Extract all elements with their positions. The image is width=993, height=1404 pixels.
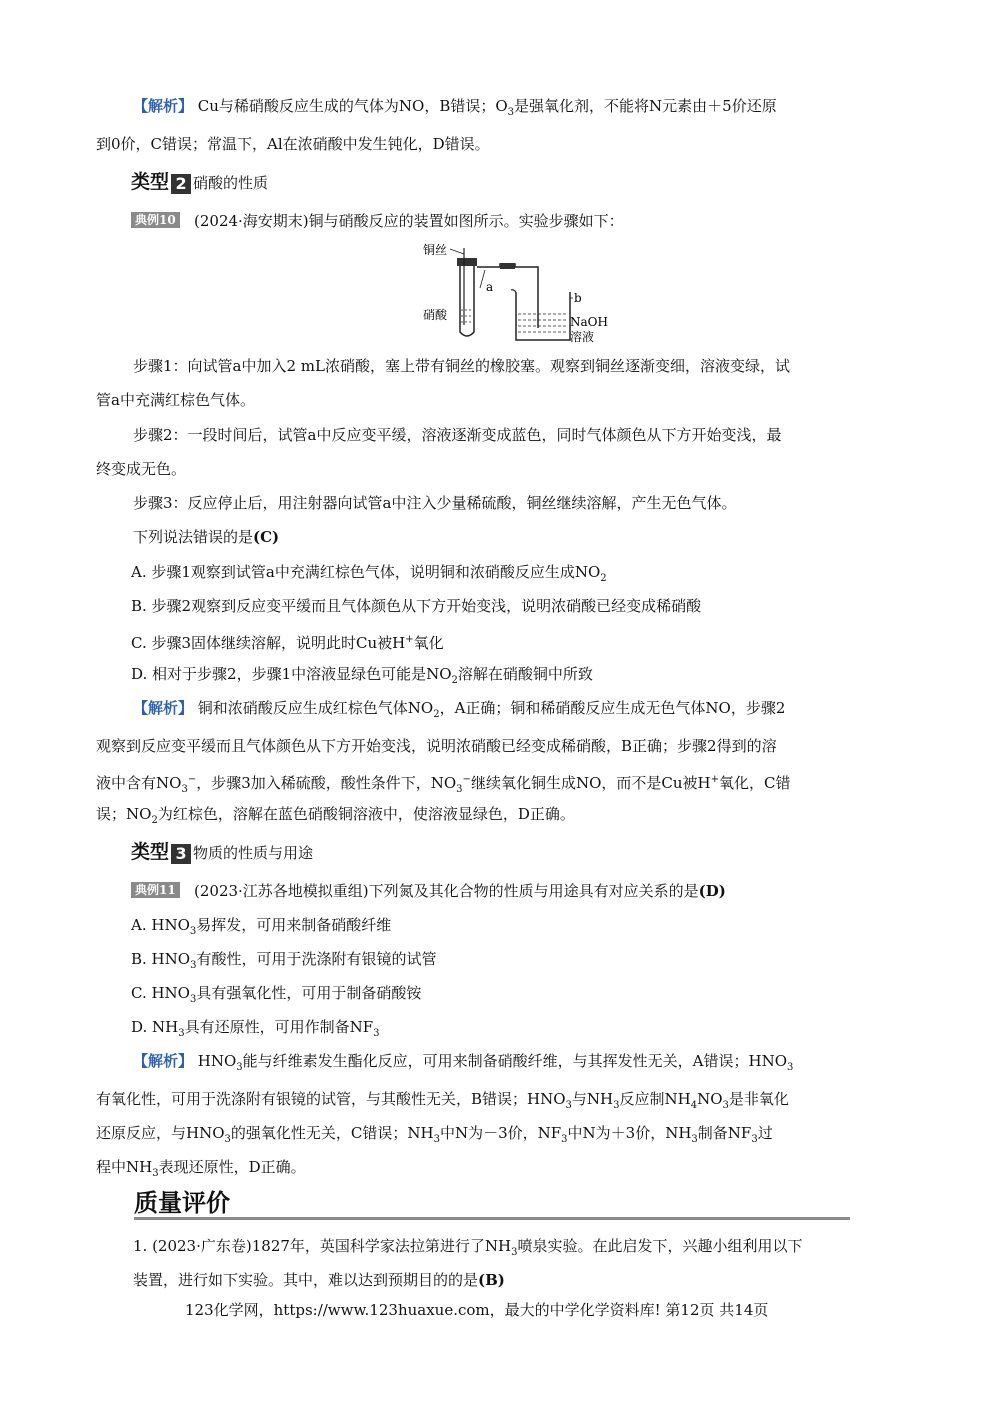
- example-11-stem: 典例11 (2023·江苏各地模拟重组)下列氮及其化合物的性质与用途具有对应关系的是(D): [131, 881, 726, 901]
- option-c: C. 步骤3固体继续溶解，说明此时Cu被H+氧化: [131, 634, 444, 652]
- example-10-stem: 典例10 (2024·海安期末)铜与硝酸反应的装置如图所示。实验步骤如下：: [131, 211, 624, 231]
- apparatus-diagram: [420, 240, 620, 345]
- label-solution: 溶液: [570, 330, 595, 344]
- question-10: 下列说法错误的是(C): [133, 528, 280, 546]
- section-rule: [134, 1217, 850, 1220]
- label-copper-wire: 铜丝: [423, 243, 448, 257]
- analysis-3-line-3: 还原反应，与$HNO_3$的强氧化性无关，C错误；$NH_3$中N为－3价，$NF_3$中N为＋3价，$NH_3$制备$NF_3$过: [96, 1124, 773, 1145]
- ex11-option-c: C. $HNO_3$具有强氧化性，可用于制备硝酸铵: [131, 984, 422, 1005]
- analysis-3-line-4: 程中$NH_3$表现还原性，D正确。: [96, 1158, 306, 1179]
- ex11-option-b: B. $HNO_3$有酸性，可用于洗涤附有银镜的试管: [131, 950, 437, 971]
- answer: (D): [698, 882, 726, 900]
- analysis-3-line-1: 【解析】 $HNO_3$能与纤维素发生酯化反应，可用来制备硝酸纤维，与其挥发性无关，A错误；$HNO_3$: [133, 1052, 794, 1073]
- page-footer: 123化学网，https://www.123huaxue.com，最大的中学化学资料库! 第12页 共14页: [185, 1301, 769, 1319]
- step-2-line-2: 终变成无色。: [96, 460, 187, 478]
- type-3-heading: 类型 3 物质的性质与用途: [131, 841, 314, 863]
- q1-line-1: 1. (2023·广东卷)1827年，英国科学家法拉第进行了$NH_3$喷泉实验。在此启发下，兴趣小组利用以下: [133, 1237, 803, 1258]
- label-beaker-b: b: [574, 291, 582, 305]
- step-3: 步骤3：反应停止后，用注射器向试管a中注入少量稀硫酸，铜丝继续溶解，产生无色气体。: [133, 494, 737, 512]
- analysis-2-line-3: 液中含有$NO_3^-$，步骤3加入稀硫酸，酸性条件下，$NO_3^-$继续氧化铜生成NO，而不是Cu被H+氧化，C错: [96, 774, 791, 795]
- analysis-label: 【解析】: [133, 97, 194, 115]
- label-nitric-acid: 硝酸: [423, 308, 448, 322]
- analysis-2-line-1: 【解析】 铜和浓硝酸反应生成红棕色气体$NO_2$，A正确；铜和稀硝酸反应生成无色气体NO，步骤2: [133, 699, 786, 720]
- analysis-1-line-2: 到0价，C错误；常温下，Al在浓硝酸中发生钝化，D错误。: [96, 135, 490, 153]
- analysis-2-line-2: 观察到反应变平缓而且气体颜色从下方开始变浅，说明浓硝酸已经变成稀硝酸，B正确；步骤2得到的溶: [96, 737, 777, 755]
- label-naoh: NaOH: [570, 315, 608, 329]
- q1-line-2: 装置，进行如下实验。其中，难以达到预期目的的是(B): [133, 1271, 505, 1289]
- label-tube-a: a: [486, 280, 494, 294]
- option-a: A. 步骤1观察到试管a中充满红棕色气体，说明铜和浓硝酸反应生成$NO_2$: [131, 563, 607, 584]
- example-badge: 典例11: [131, 882, 180, 898]
- ex11-option-a: A. $HNO_3$易挥发，可用来制备硝酸纤维: [131, 916, 392, 937]
- quality-heading: 质量评价: [134, 1189, 230, 1217]
- analysis-3-line-2: 有氧化性，可用于洗涤附有银镜的试管，与其酸性无关，B错误；$HNO_3$与$NH_3$反应制$NH_4NO_3$是非氧化: [96, 1090, 789, 1111]
- type-2-heading: 类型 2 硝酸的性质: [131, 171, 269, 193]
- option-b: B. 步骤2观察到反应变平缓而且气体颜色从下方开始变浅，说明浓硝酸已经变成稀硝酸: [131, 597, 702, 615]
- analysis-2-line-4: 误；$NO_2$为红棕色，溶解在蓝色硝酸铜溶液中，使溶液显绿色，D正确。: [96, 805, 575, 826]
- answer: (B): [478, 1271, 505, 1289]
- ex11-option-d: D. $NH_3$具有还原性，可用作制备$NF_3$: [131, 1018, 380, 1039]
- step-1-line-1: 步骤1：向试管a中加入2 mL浓硝酸，塞上带有铜丝的橡胶塞。观察到铜丝逐渐变细，溶液变绿，试: [133, 357, 790, 375]
- example-badge: 典例10: [131, 212, 180, 228]
- option-d: D. 相对于步骤2，步骤1中溶液显绿色可能是$NO_2$溶解在硝酸铜中所致: [131, 665, 593, 686]
- step-1-line-2: 管a中充满红棕色气体。: [96, 391, 255, 409]
- answer: (C): [253, 528, 280, 546]
- step-2-line-1: 步骤2：一段时间后，试管a中反应变平缓，溶液逐渐变成蓝色，同时气体颜色从下方开始变浅，最: [133, 426, 782, 444]
- analysis-1-line-1: 【解析】 Cu与稀硝酸反应生成的气体为NO，B错误；$O_3$是强氧化剂，不能将N元素由＋5价还原: [133, 97, 777, 118]
